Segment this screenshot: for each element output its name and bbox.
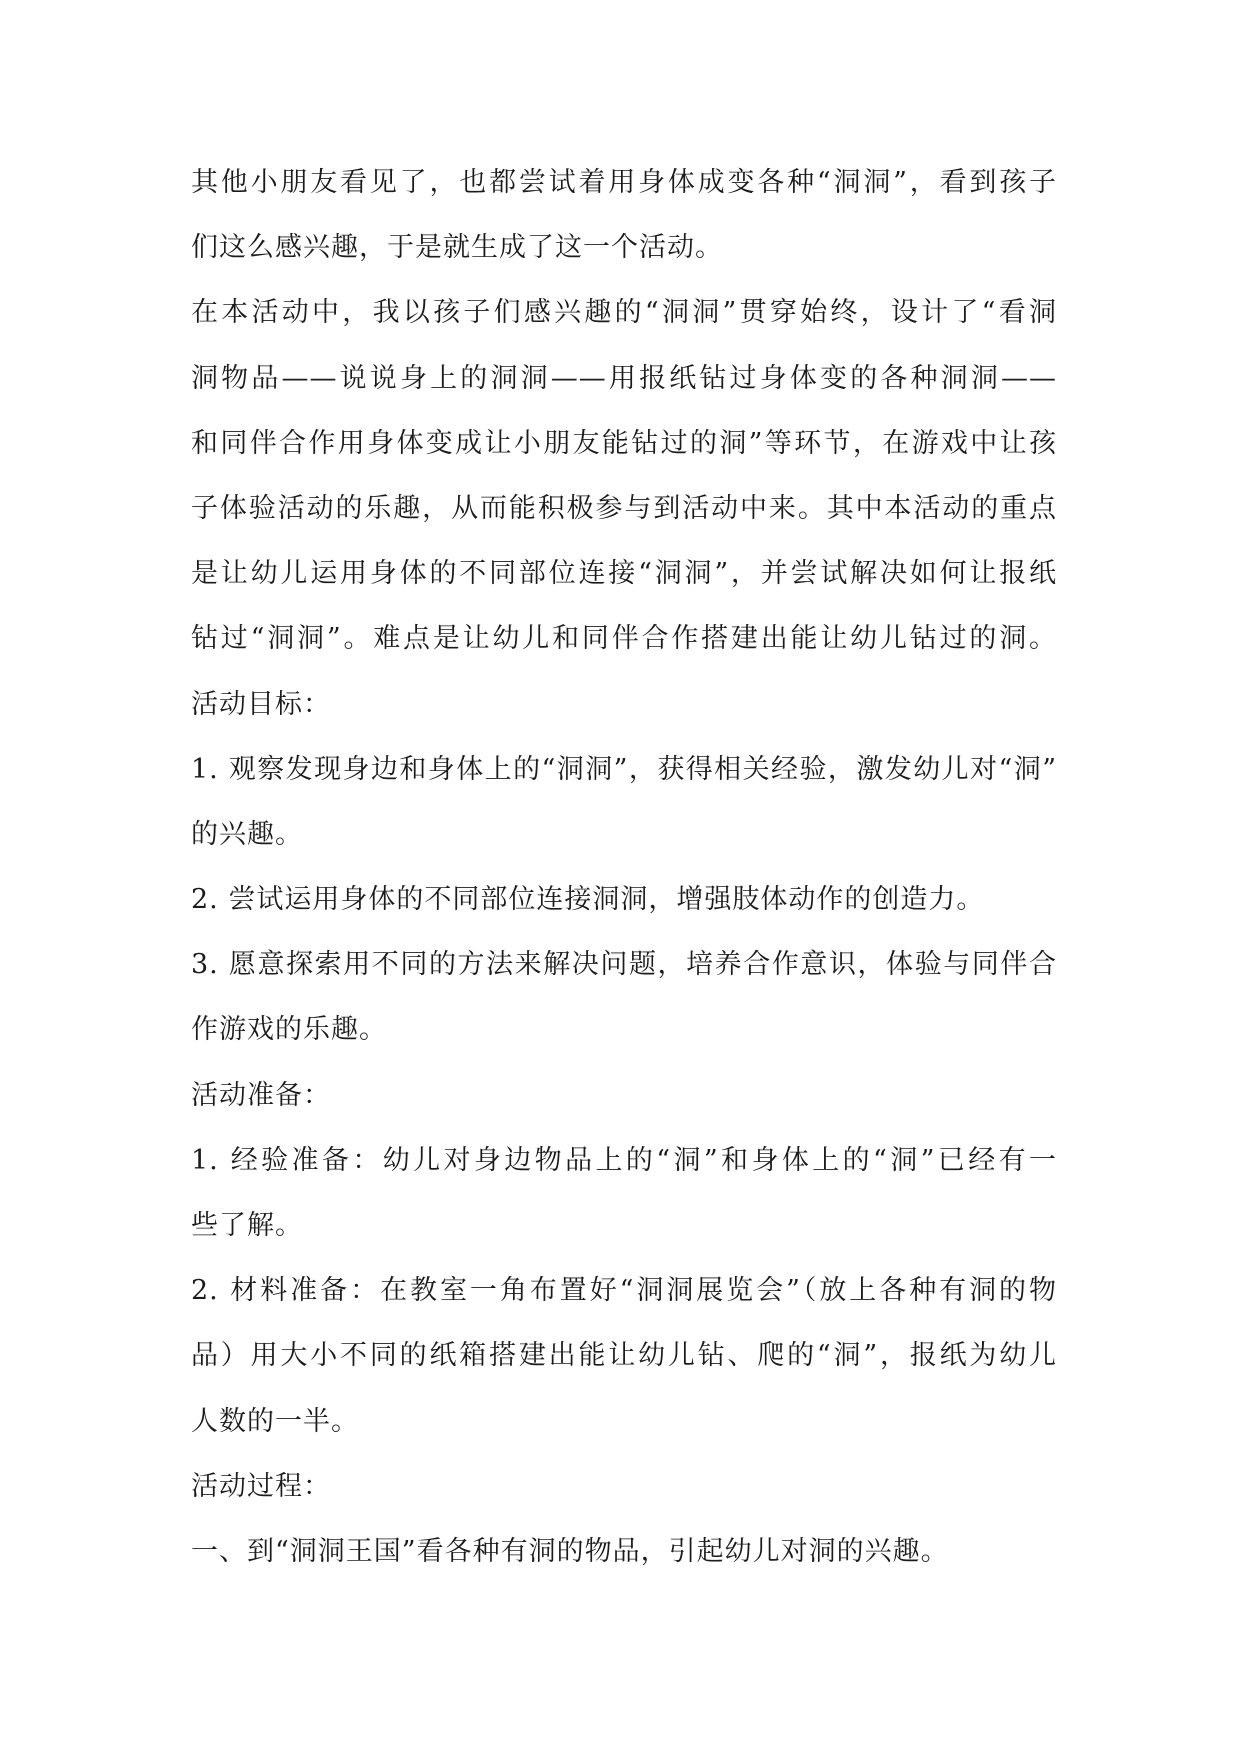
heading-text: 活动过程：: [191, 1470, 331, 1502]
text-line: 的兴趣。: [191, 818, 303, 850]
text-line: 些了解。: [191, 1210, 303, 1241]
text-line: 在本活动中，我以孩子们感兴趣的“洞洞”贯穿始终，设计了“看洞: [191, 297, 1057, 329]
text-line: 钻过“洞洞”。难点是让幼儿和同伴合作搭建出能让幼儿钻过的洞。: [191, 623, 1057, 655]
text-line: 1. 经验准备：幼儿对身边物品上的“洞”和身体上的“洞”已经有一: [191, 1144, 1057, 1176]
section-heading-preparation: [191, 1063, 1057, 1128]
text-line: 一、到“洞洞王国”看各种有洞的物品，引起幼儿对洞的兴趣。: [191, 1535, 949, 1567]
document-body: [191, 150, 1057, 1584]
goal-item-2: [191, 867, 1057, 932]
text-line: 子体验活动的乐趣，从而能积极参与到活动中来。其中本活动的重点: [191, 492, 1057, 524]
text-line: 洞物品——说说身上的洞洞——用报纸钻过身体变的各种洞洞——: [191, 362, 1057, 394]
preparation-item-2: [191, 1258, 1057, 1454]
text-line: 是让幼儿运用身体的不同部位连接“洞洞”，并尝试解决如何让报纸: [191, 558, 1057, 590]
text-line: 1. 观察发现身边和身体上的“洞洞”，获得相关经验，激发幼儿对“洞”: [191, 753, 1057, 785]
goal-item-1: [191, 737, 1057, 867]
paragraph-design: [191, 280, 1057, 671]
paragraph-background: [191, 150, 1057, 280]
heading-text: 活动目标：: [191, 688, 331, 720]
section-heading-goals: [191, 672, 1057, 737]
text-line: 其他小朋友看见了，也都尝试着用身体成变各种“洞洞”，看到孩子: [191, 167, 1057, 198]
preparation-item-1: [191, 1128, 1057, 1258]
text-line: 作游戏的乐趣。: [191, 1014, 387, 1046]
process-step-1: [191, 1519, 1057, 1584]
section-heading-process: [191, 1454, 1057, 1519]
goal-item-3: [191, 932, 1057, 1062]
text-line: 3. 愿意探索用不同的方法来解决问题，培养合作意识，体验与同伴合: [191, 949, 1057, 981]
text-line: 2. 材料准备：在教室一角布置好“洞洞展览会”（放上各种有洞的物: [191, 1275, 1057, 1307]
text-line: 2. 尝试运用身体的不同部位连接洞洞，增强肢体动作的创造力。: [191, 884, 985, 916]
text-line: 品）用大小不同的纸箱搭建出能让幼儿钻、爬的“洞”，报纸为幼儿: [191, 1340, 1057, 1372]
text-line: 人数的一半。: [191, 1405, 359, 1437]
text-line: 们这么感兴趣，于是就生成了这一个活动。: [191, 232, 723, 264]
text-line: 和同伴合作用身体变成让小朋友能钻过的洞”等环节，在游戏中让孩: [191, 427, 1057, 459]
heading-text: 活动准备：: [191, 1079, 331, 1111]
